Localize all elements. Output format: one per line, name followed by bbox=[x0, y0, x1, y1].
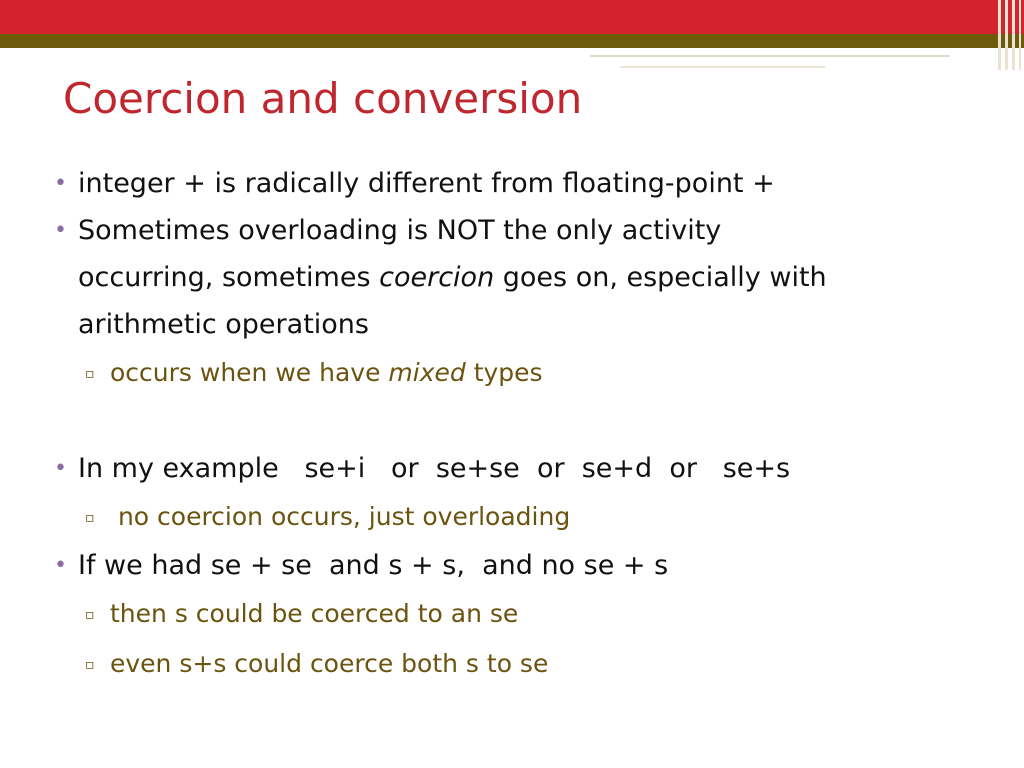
square-bullet-icon: ▫ bbox=[85, 607, 95, 623]
bullet-item bbox=[52, 445, 982, 492]
header-accent-bar bbox=[0, 34, 1024, 48]
decorative-stripe bbox=[998, 0, 1001, 70]
sub-bullet-text: types bbox=[465, 358, 543, 387]
bullet-text: occurring, sometimes bbox=[78, 262, 380, 293]
bullet-text: goes on, especially with bbox=[494, 262, 827, 293]
sub-bullet-item bbox=[52, 348, 982, 398]
slide-body bbox=[52, 160, 982, 689]
square-bullet-icon: ▫ bbox=[85, 510, 95, 526]
decorative-stripe bbox=[1019, 0, 1021, 70]
bullet-text: integer + is radically different from floating-point + bbox=[78, 168, 775, 199]
decorative-stripe bbox=[1012, 0, 1015, 70]
bullet-dot-icon: • bbox=[54, 456, 67, 481]
sub-bullet-item bbox=[52, 639, 982, 689]
sub-bullet-text: occurs when we have bbox=[110, 358, 389, 387]
spacer bbox=[52, 398, 982, 445]
emphasis-text: mixed bbox=[388, 358, 466, 387]
square-bullet-icon: ▫ bbox=[85, 366, 95, 382]
bullet-item bbox=[52, 160, 982, 207]
sub-bullet-text: no coercion occurs, just overloading bbox=[110, 502, 571, 531]
sub-bullet-item bbox=[52, 492, 982, 542]
decorative-line bbox=[620, 66, 825, 68]
sub-bullet-text: even s+s could coerce both s to se bbox=[110, 649, 549, 678]
bullet-text: arithmetic operations bbox=[78, 309, 369, 340]
bullet-dot-icon: • bbox=[54, 171, 67, 196]
bullet-item bbox=[52, 542, 982, 589]
bullet-text: If we had se + se and s + s, and no se + s bbox=[78, 550, 669, 581]
emphasis-text: coercion bbox=[379, 262, 495, 293]
decorative-stripe bbox=[1005, 0, 1008, 70]
header-red-bar bbox=[0, 0, 1024, 34]
slide-title: Coercion and conversion bbox=[63, 74, 583, 123]
bullet-item bbox=[52, 207, 982, 348]
bullet-text: Sometimes overloading is NOT the only activity bbox=[78, 215, 722, 246]
sub-bullet-item bbox=[52, 589, 982, 639]
bullet-dot-icon: • bbox=[54, 553, 67, 578]
sub-bullet-text: then s could be coerced to an se bbox=[110, 599, 519, 628]
bullet-dot-icon: • bbox=[54, 218, 67, 243]
decorative-line bbox=[590, 55, 950, 57]
bullet-text: In my example se+i or se+se or se+d or se+s bbox=[78, 453, 791, 484]
square-bullet-icon: ▫ bbox=[85, 657, 95, 673]
